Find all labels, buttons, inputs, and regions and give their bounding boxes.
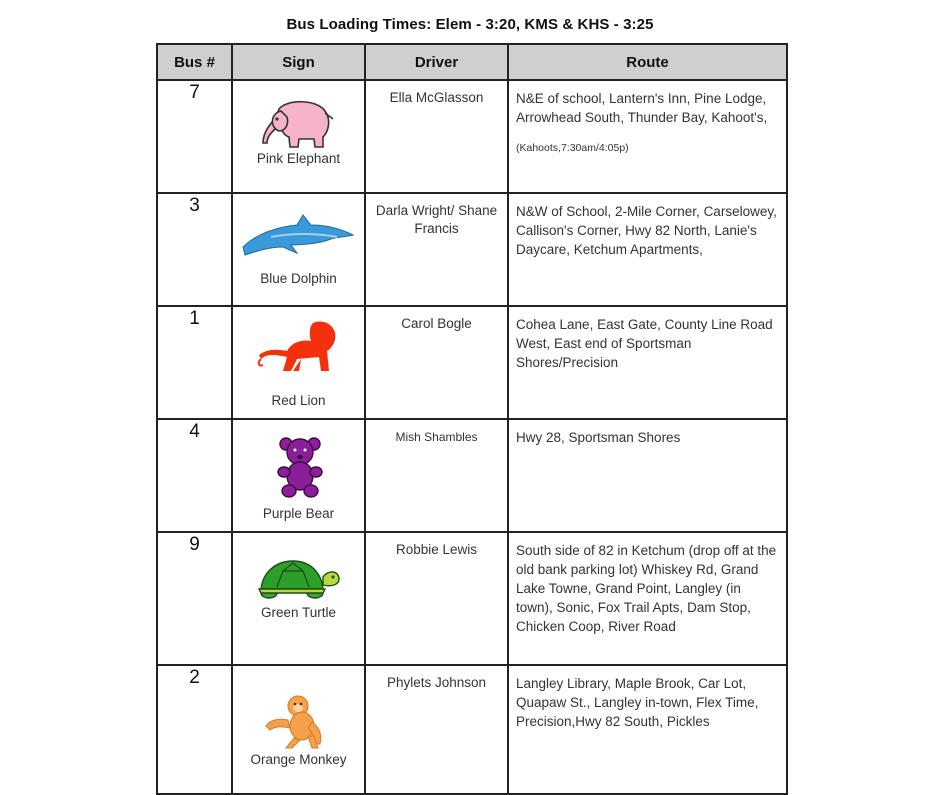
sign-label: Pink Elephant xyxy=(256,151,341,166)
table-row xyxy=(157,193,787,306)
table-row xyxy=(157,306,787,419)
dolphin-icon xyxy=(241,211,357,257)
route-text: South side of 82 in Ketchum (drop off at the old bank parking lot) Whiskey Rd, Grand Lake Towne, Grand Point, Langley (in town), Sonic, Fox Trail Apts, Dam Stop, Chicken Coop, River Road xyxy=(516,543,777,634)
route-cell xyxy=(508,193,787,306)
sign-label: Purple Bear xyxy=(262,506,335,521)
route-note: (Kahoots,7:30am/4:05p) xyxy=(516,142,629,154)
monkey-icon xyxy=(264,694,336,750)
driver-name: Darla Wright/ Shane Francis xyxy=(365,193,508,306)
elephant-icon xyxy=(259,97,341,149)
bear-icon xyxy=(277,436,323,498)
sign-cell xyxy=(232,193,365,306)
lion-icon xyxy=(257,319,341,375)
bus-schedule-table xyxy=(156,43,788,795)
sign-label: Orange Monkey xyxy=(250,752,347,767)
route-cell xyxy=(508,306,787,419)
route-text: N&E of school, Lantern's Inn, Pine Lodge, Arrowhead South, Thunder Bay, Kahoot's, xyxy=(516,91,768,125)
route-cell xyxy=(508,80,787,193)
column-header-route: Route xyxy=(508,44,787,80)
bus-number: 1 xyxy=(157,306,232,419)
sign-cell xyxy=(232,419,365,532)
route-cell xyxy=(508,665,787,794)
bus-number: 3 xyxy=(157,193,232,306)
sign-label: Red Lion xyxy=(271,393,326,408)
route-text: Cohea Lane, East Gate, County Line Road West, East end of Sportsman Shores/Precision xyxy=(516,317,773,370)
column-header-sign: Sign xyxy=(232,44,365,80)
driver-name: Phylets Johnson xyxy=(365,665,508,794)
bus-number: 7 xyxy=(157,80,232,193)
page-title: Bus Loading Times: Elem - 3:20, KMS & KHS - 3:25 xyxy=(286,16,654,33)
bus-number: 9 xyxy=(157,532,232,665)
column-header-driver: Driver xyxy=(365,44,508,80)
table-header-row xyxy=(157,44,787,80)
driver-name: Mish Shambles xyxy=(365,419,508,532)
table-row xyxy=(157,80,787,193)
route-cell xyxy=(508,532,787,665)
route-cell xyxy=(508,419,787,532)
route-text: N&W of School, 2-Mile Corner, Carselowey, Callison's Corner, Hwy 82 North, Lanie's Daycare, Ketchum Apartments, xyxy=(516,204,777,257)
table-row xyxy=(157,419,787,532)
sign-cell xyxy=(232,306,365,419)
driver-name: Carol Bogle xyxy=(365,306,508,419)
table-row xyxy=(157,665,787,794)
table-row xyxy=(157,532,787,665)
driver-name: Ella McGlasson xyxy=(365,80,508,193)
bus-number: 4 xyxy=(157,419,232,532)
route-text: Langley Library, Maple Brook, Car Lot, Quapaw St., Langley in-town, Flex Time, Precision,Hwy 82 South, Pickles xyxy=(516,676,759,729)
sign-cell xyxy=(232,665,365,794)
driver-name: Robbie Lewis xyxy=(365,532,508,665)
turtle-icon xyxy=(257,557,341,601)
sign-label: Blue Dolphin xyxy=(260,271,337,286)
sign-label: Green Turtle xyxy=(260,605,337,620)
route-text: Hwy 28, Sportsman Shores xyxy=(516,430,681,445)
bus-number: 2 xyxy=(157,665,232,794)
column-header-bus: Bus # xyxy=(157,44,232,80)
sign-cell xyxy=(232,80,365,193)
sign-cell xyxy=(232,532,365,665)
